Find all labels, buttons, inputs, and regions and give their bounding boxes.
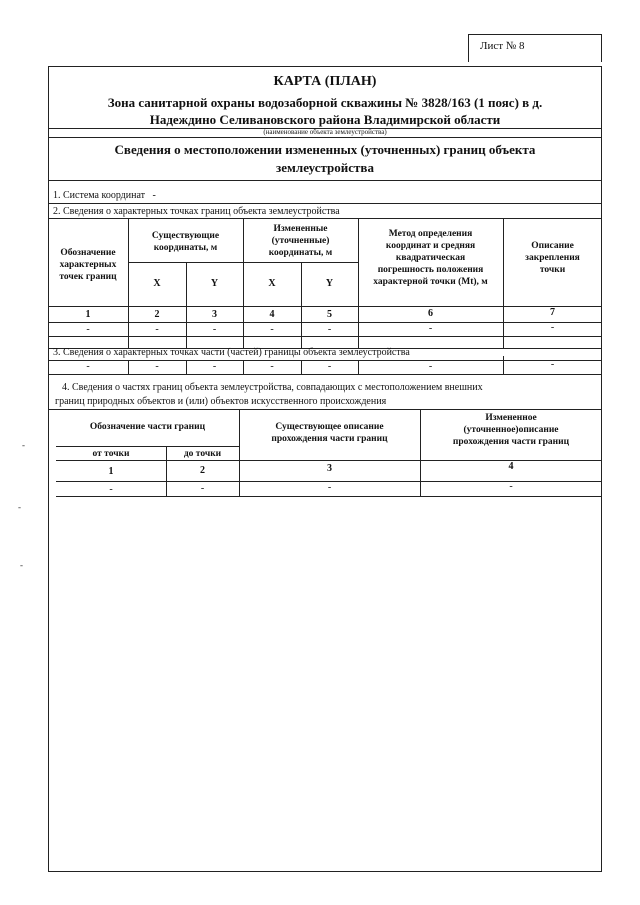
table-top-border: [48, 218, 602, 219]
table-cell: -: [327, 482, 332, 493]
page-title: КАРТА (ПЛАН): [273, 74, 377, 89]
column-number: 1: [85, 309, 91, 320]
column-number: 2: [200, 465, 205, 476]
table-cell: -: [509, 481, 513, 492]
section-title: Сведения о местоположении измененных (уточненных) границ объекта землеустройства: [114, 142, 536, 175]
header-existing-coords: Существующие координаты, м: [151, 231, 220, 253]
margin-mark: -: [22, 440, 25, 450]
margin-mark: -: [18, 502, 21, 512]
part-points-section-label: 3. Сведения о характерных точках части (частей) границы объекта землеустройства: [53, 347, 410, 358]
table-cell: -: [327, 324, 332, 335]
table-cell: -: [155, 361, 159, 372]
column-number: 4: [508, 461, 514, 472]
column-number: 5: [327, 309, 332, 320]
header-y: Y: [210, 278, 219, 289]
natural-objects-section-label-2: границ природных объектов и (или) объектов искусственного происхождения: [55, 396, 387, 407]
header-existing-description: Существующее описание прохождения части границ: [271, 422, 388, 444]
table-cell: -: [155, 324, 159, 335]
header-method: Метод определения координат и средняя квадратическая погрешность положения характерной точки (Mt), м: [373, 229, 488, 287]
header-changed-coords: Измененные (уточненные) координаты, м: [268, 224, 333, 258]
header-from-point: от точки: [92, 449, 130, 459]
divider: [48, 203, 602, 204]
column-number: 3: [327, 463, 332, 474]
object-name-line1: Зона санитарной охраны водозаборной скважины № 3828/163 (1 пояс) в д.: [107, 95, 543, 110]
column-number: 7: [550, 307, 555, 318]
header-description: Описание закрепления точки: [525, 241, 580, 275]
header-x: X: [153, 278, 161, 289]
table-cell: -: [270, 324, 274, 335]
header-point-designation: Обозначение характерных точек границ: [59, 248, 117, 282]
table-cell: -: [86, 361, 90, 372]
column-number: 1: [108, 466, 114, 477]
natural-objects-section-label-1: 4. Сведения о частях границ объекта землеустройства, совпадающих с местоположением внешних: [62, 382, 483, 393]
column-number: 4: [269, 309, 275, 320]
divider: [48, 137, 602, 138]
header-x2: X: [268, 278, 276, 289]
table-cell: -: [550, 322, 555, 333]
table-cell: -: [327, 361, 332, 372]
points-section-label: 2. Сведения о характерных точках границ объекта землеустройства: [53, 206, 340, 217]
object-name-caption: (наименование объекта землеустройства): [263, 128, 387, 136]
table-cell: -: [212, 324, 217, 335]
table-cell: -: [212, 361, 217, 372]
header-changed-description: Измененное (уточненное)описание прохождения части границ: [452, 413, 570, 447]
table-cell: -: [200, 483, 205, 494]
divider: [48, 180, 602, 181]
column-number: 2: [154, 309, 160, 320]
sheet-number: Лист № 8: [480, 40, 525, 52]
header-y2: Y: [325, 278, 334, 289]
table-cell: -: [550, 359, 555, 370]
margin-mark: -: [20, 560, 23, 570]
table-cell: -: [270, 361, 274, 372]
column-number: 6: [428, 308, 433, 319]
table-cell: -: [109, 484, 113, 495]
object-name-line2: Надеждино Селивановского района Владимирской области: [149, 112, 501, 127]
table-cell: -: [86, 324, 90, 335]
column-number: 3: [212, 309, 217, 320]
header-part-designation: Обозначение части границ: [89, 422, 206, 432]
table-cell: -: [428, 323, 433, 334]
header-to-point: до точки: [183, 449, 222, 459]
table-cell: -: [428, 361, 433, 372]
coordinate-system-label: 1. Система координат -: [53, 190, 156, 201]
divider: [48, 128, 602, 129]
